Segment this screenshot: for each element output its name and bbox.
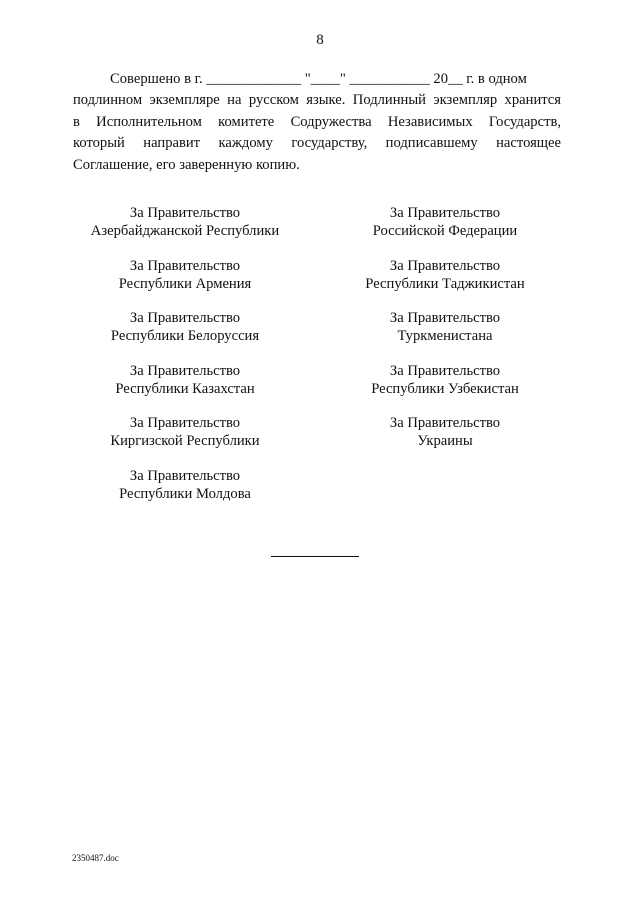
signature-country: Республики Молдова [119,485,251,502]
signature-block-turkmenistan [315,309,575,362]
paragraph-line-5: Соглашение, его заверенную копию. [73,156,300,173]
signature-country: Республики Казахстан [115,380,255,397]
signature-heading: За Правительство [129,257,241,274]
signature-block-russia [315,204,575,257]
signature-block-kyrgyzstan [55,414,315,467]
signature-block-belarus [55,309,315,362]
signature-heading: За Правительство [129,467,241,484]
signature-heading: За Правительство [389,257,501,274]
paragraph-line-1: Совершено в г. _____________ "____" ___________ 20__ г. в одном [110,71,527,87]
paragraph-line-2: подлинном экземпляре на русском языке. Подлинный экземпляр хранится [73,92,561,109]
paragraph-line-3: в Исполнительном комитете Содружества Независимых Государств, [73,113,561,130]
signature-country: Российской Федерации [372,223,518,239]
signature-block-moldova [55,467,315,520]
signatures-right-column [315,204,575,467]
signature-heading: За Правительство [129,415,241,431]
signature-country: Азербайджанской Республики [90,223,280,239]
signature-block-kazakhstan [55,362,315,415]
signature-country: Республики Белоруссия [110,328,260,344]
signature-block-ukraine [315,414,575,467]
signature-country: Туркменистана [397,328,493,344]
signature-heading: За Правительство [389,310,501,326]
signature-heading: За Правительство [389,362,501,379]
signatures-left-column [55,204,315,519]
closing-paragraph [73,69,561,176]
signature-heading: За Правительство [129,205,241,221]
signature-country: Республики Таджикистан [365,275,525,292]
signature-block-uzbekistan [315,362,575,415]
signature-country: Республики Армения [118,275,252,292]
signature-block-armenia [55,257,315,310]
signature-heading: За Правительство [389,205,501,221]
end-of-document-rule [271,556,359,557]
document-reference: 2350487.doc [72,853,119,863]
page-number: 8 [316,32,324,48]
signature-country: Украины [417,433,473,449]
signature-heading: За Правительство [129,362,241,379]
signature-heading: За Правительство [129,310,241,326]
signature-heading: За Правительство [389,415,501,431]
paragraph-line-4: который направит каждому государству, подписавшему настоящее [73,135,561,152]
signature-country: Республики Узбекистан [371,380,519,397]
signature-block-tajikistan [315,257,575,310]
signature-block-azerbaijan [55,204,315,257]
signature-country: Киргизской Республики [110,433,260,449]
